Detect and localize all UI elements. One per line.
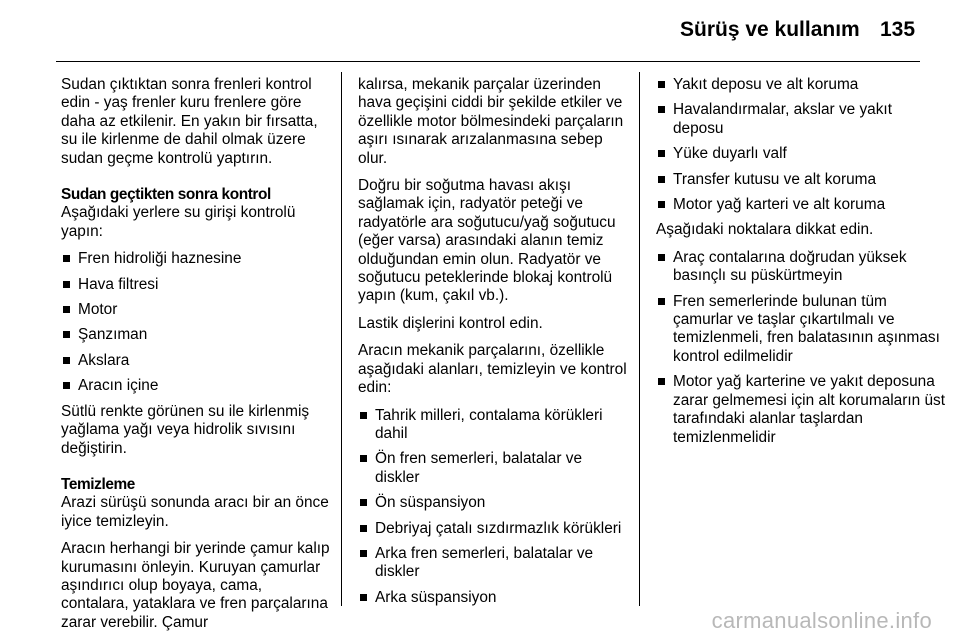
list-item-text: Motor (78, 301, 118, 319)
header-divider (56, 61, 920, 62)
list-item (358, 589, 628, 607)
square-bullet-icon (63, 281, 70, 288)
paragraph: Aşağıdaki noktalara dikkat edin. (656, 221, 874, 239)
square-bullet-icon (63, 255, 70, 262)
bullet-list (656, 249, 946, 447)
section-cleaning (61, 476, 333, 632)
list-item-text: Fren hidroliği haznesine (78, 250, 242, 268)
list-item-text: Transfer kutusu ve alt koruma (673, 170, 877, 188)
square-bullet-icon (63, 331, 70, 338)
column-divider-1 (341, 72, 342, 606)
list-item-text: Arka süspansiyon (375, 588, 497, 606)
square-bullet-icon (360, 455, 367, 462)
column-divider-2 (639, 72, 640, 606)
list-item-text: Hava filtresi (78, 275, 159, 293)
square-bullet-icon (658, 254, 665, 261)
list-item-text: Tahrik milleri, contalama körükleri dahil (375, 406, 603, 442)
list-item-text: Araç contalarına doğrudan yüksek basınçlı su püskürtmeyin (673, 248, 907, 285)
square-bullet-icon (360, 550, 367, 557)
list-item (61, 352, 333, 370)
bullet-list (358, 407, 628, 608)
list-item (61, 276, 333, 294)
list-item-text: Ön süspansiyon (375, 494, 486, 512)
paragraph: Aracın mekanik parçalarını, özellikle aşağıdaki alanları, temizleyin ve kontrol edin: (358, 342, 627, 397)
paragraph: Lastik dişlerini kontrol edin. (358, 314, 543, 332)
page-header-title: Sürüş ve kullanım (680, 18, 860, 41)
list-item (61, 326, 333, 344)
paragraph: Aracın herhangi bir yerinde çamur kalıp kurumasını önleyin. Kuruyan çamurlar aşındırıcı olup boyaya, cama, contalara, yataklara ve fren parçalarına zarar verebilir. Çamur (61, 540, 330, 631)
section-heading: Sudan geçtikten sonra kontrol (61, 186, 271, 204)
square-bullet-icon (658, 176, 665, 183)
square-bullet-icon (658, 298, 665, 305)
page-number: 135 (880, 18, 916, 41)
list-item-text: Motor yağ karterine ve yakıt deposuna zarar gelmemesi için alt korumaların üst tarafındaki alanlar taşlardan temizlenmelidir (673, 373, 945, 446)
square-bullet-icon (658, 150, 665, 157)
square-bullet-icon (360, 525, 367, 532)
text-column-2 (358, 76, 628, 614)
text-column-1 (61, 76, 333, 641)
square-bullet-icon (360, 594, 367, 601)
paragraph: Doğru bir soğutma havası akışı sağlamak için, radyatör peteği ve radyatörle ara soğutucu/yağ soğutucu (eğer varsa) arasındaki alanın temiz olduğundan emin olun. Radyatör ve soğutucu peteklerinde blokaj kontrolü yapın (kum, çakıl vb.). (358, 177, 616, 305)
list-item-text: Yakıt deposu ve alt koruma (673, 76, 859, 93)
list-item (656, 373, 946, 447)
list-item (656, 76, 946, 94)
paragraph: Arazi sürüşü sonunda aracı bir an önce iyice temizleyin. (61, 494, 329, 530)
list-item (61, 250, 333, 268)
list-item-text: Motor yağ karteri ve alt koruma (673, 196, 886, 214)
square-bullet-icon (360, 499, 367, 506)
bullet-list (656, 76, 946, 214)
list-item (656, 145, 946, 163)
section-water-check (61, 186, 333, 458)
list-item (656, 293, 946, 367)
list-item (656, 101, 946, 138)
text-column-3 (656, 76, 946, 454)
list-item (656, 249, 946, 286)
list-item-text: Şanzıman (78, 326, 148, 344)
square-bullet-icon (658, 106, 665, 113)
square-bullet-icon (658, 81, 665, 88)
paragraph: Aşağıdaki yerlere su girişi kontrolü yapın: (61, 204, 296, 240)
list-item (358, 545, 628, 582)
square-bullet-icon (63, 382, 70, 389)
square-bullet-icon (63, 306, 70, 313)
square-bullet-icon (658, 201, 665, 208)
list-item (656, 196, 946, 214)
list-item (358, 520, 628, 538)
square-bullet-icon (360, 412, 367, 419)
bullet-list (61, 250, 333, 395)
paragraph: Sütlü renkte görünen su ile kirlenmiş yağlama yağı veya hidrolik sıvısını değiştirin. (61, 402, 310, 457)
list-item-text: Yüke duyarlı valf (673, 145, 787, 163)
list-item-text: Aracın içine (78, 377, 159, 395)
list-item-text: Akslara (78, 351, 130, 369)
list-item-text: Arka fren semerleri, balatalar ve diskler (375, 544, 594, 581)
list-item-text: Ön fren semerleri, balatalar ve diskler (375, 450, 583, 486)
list-item (358, 407, 628, 444)
intro-paragraph: Sudan çıktıktan sonra frenleri kontrol edin - yaş frenler kuru frenlere göre daha az etkilenir. En yakın bir fırsatta, su ile kirlenme de dahil olmak üzere sudan geçme kontrolü yaptırın. (61, 76, 318, 167)
list-item (358, 450, 628, 487)
list-item (656, 171, 946, 189)
paragraph: kalırsa, mekanik parçalar üzerinden hava geçişini ciddi bir şekilde etkiler ve özellikle motor bölmesindeki parçaların aşırı ısınarak arızalanmasına sebep olur. (358, 76, 624, 167)
list-item-text: Havalandırmalar, akslar ve yakıt deposu (673, 101, 892, 137)
watermark-text: carmanualsonline.info (711, 608, 932, 633)
square-bullet-icon (658, 378, 665, 385)
section-heading: Temizleme (61, 475, 135, 493)
list-item-text: Fren semerlerinde bulunan tüm çamurlar ve taşlar çıkartılmalı ve temizlenmeli, fren balatasının aşınması kontrol edilmelidir (673, 292, 940, 365)
square-bullet-icon (63, 357, 70, 364)
list-item (358, 494, 628, 512)
list-item (61, 301, 333, 319)
list-item (61, 377, 333, 395)
list-item-text: Debriyaj çatalı sızdırmazlık körükleri (375, 519, 622, 537)
